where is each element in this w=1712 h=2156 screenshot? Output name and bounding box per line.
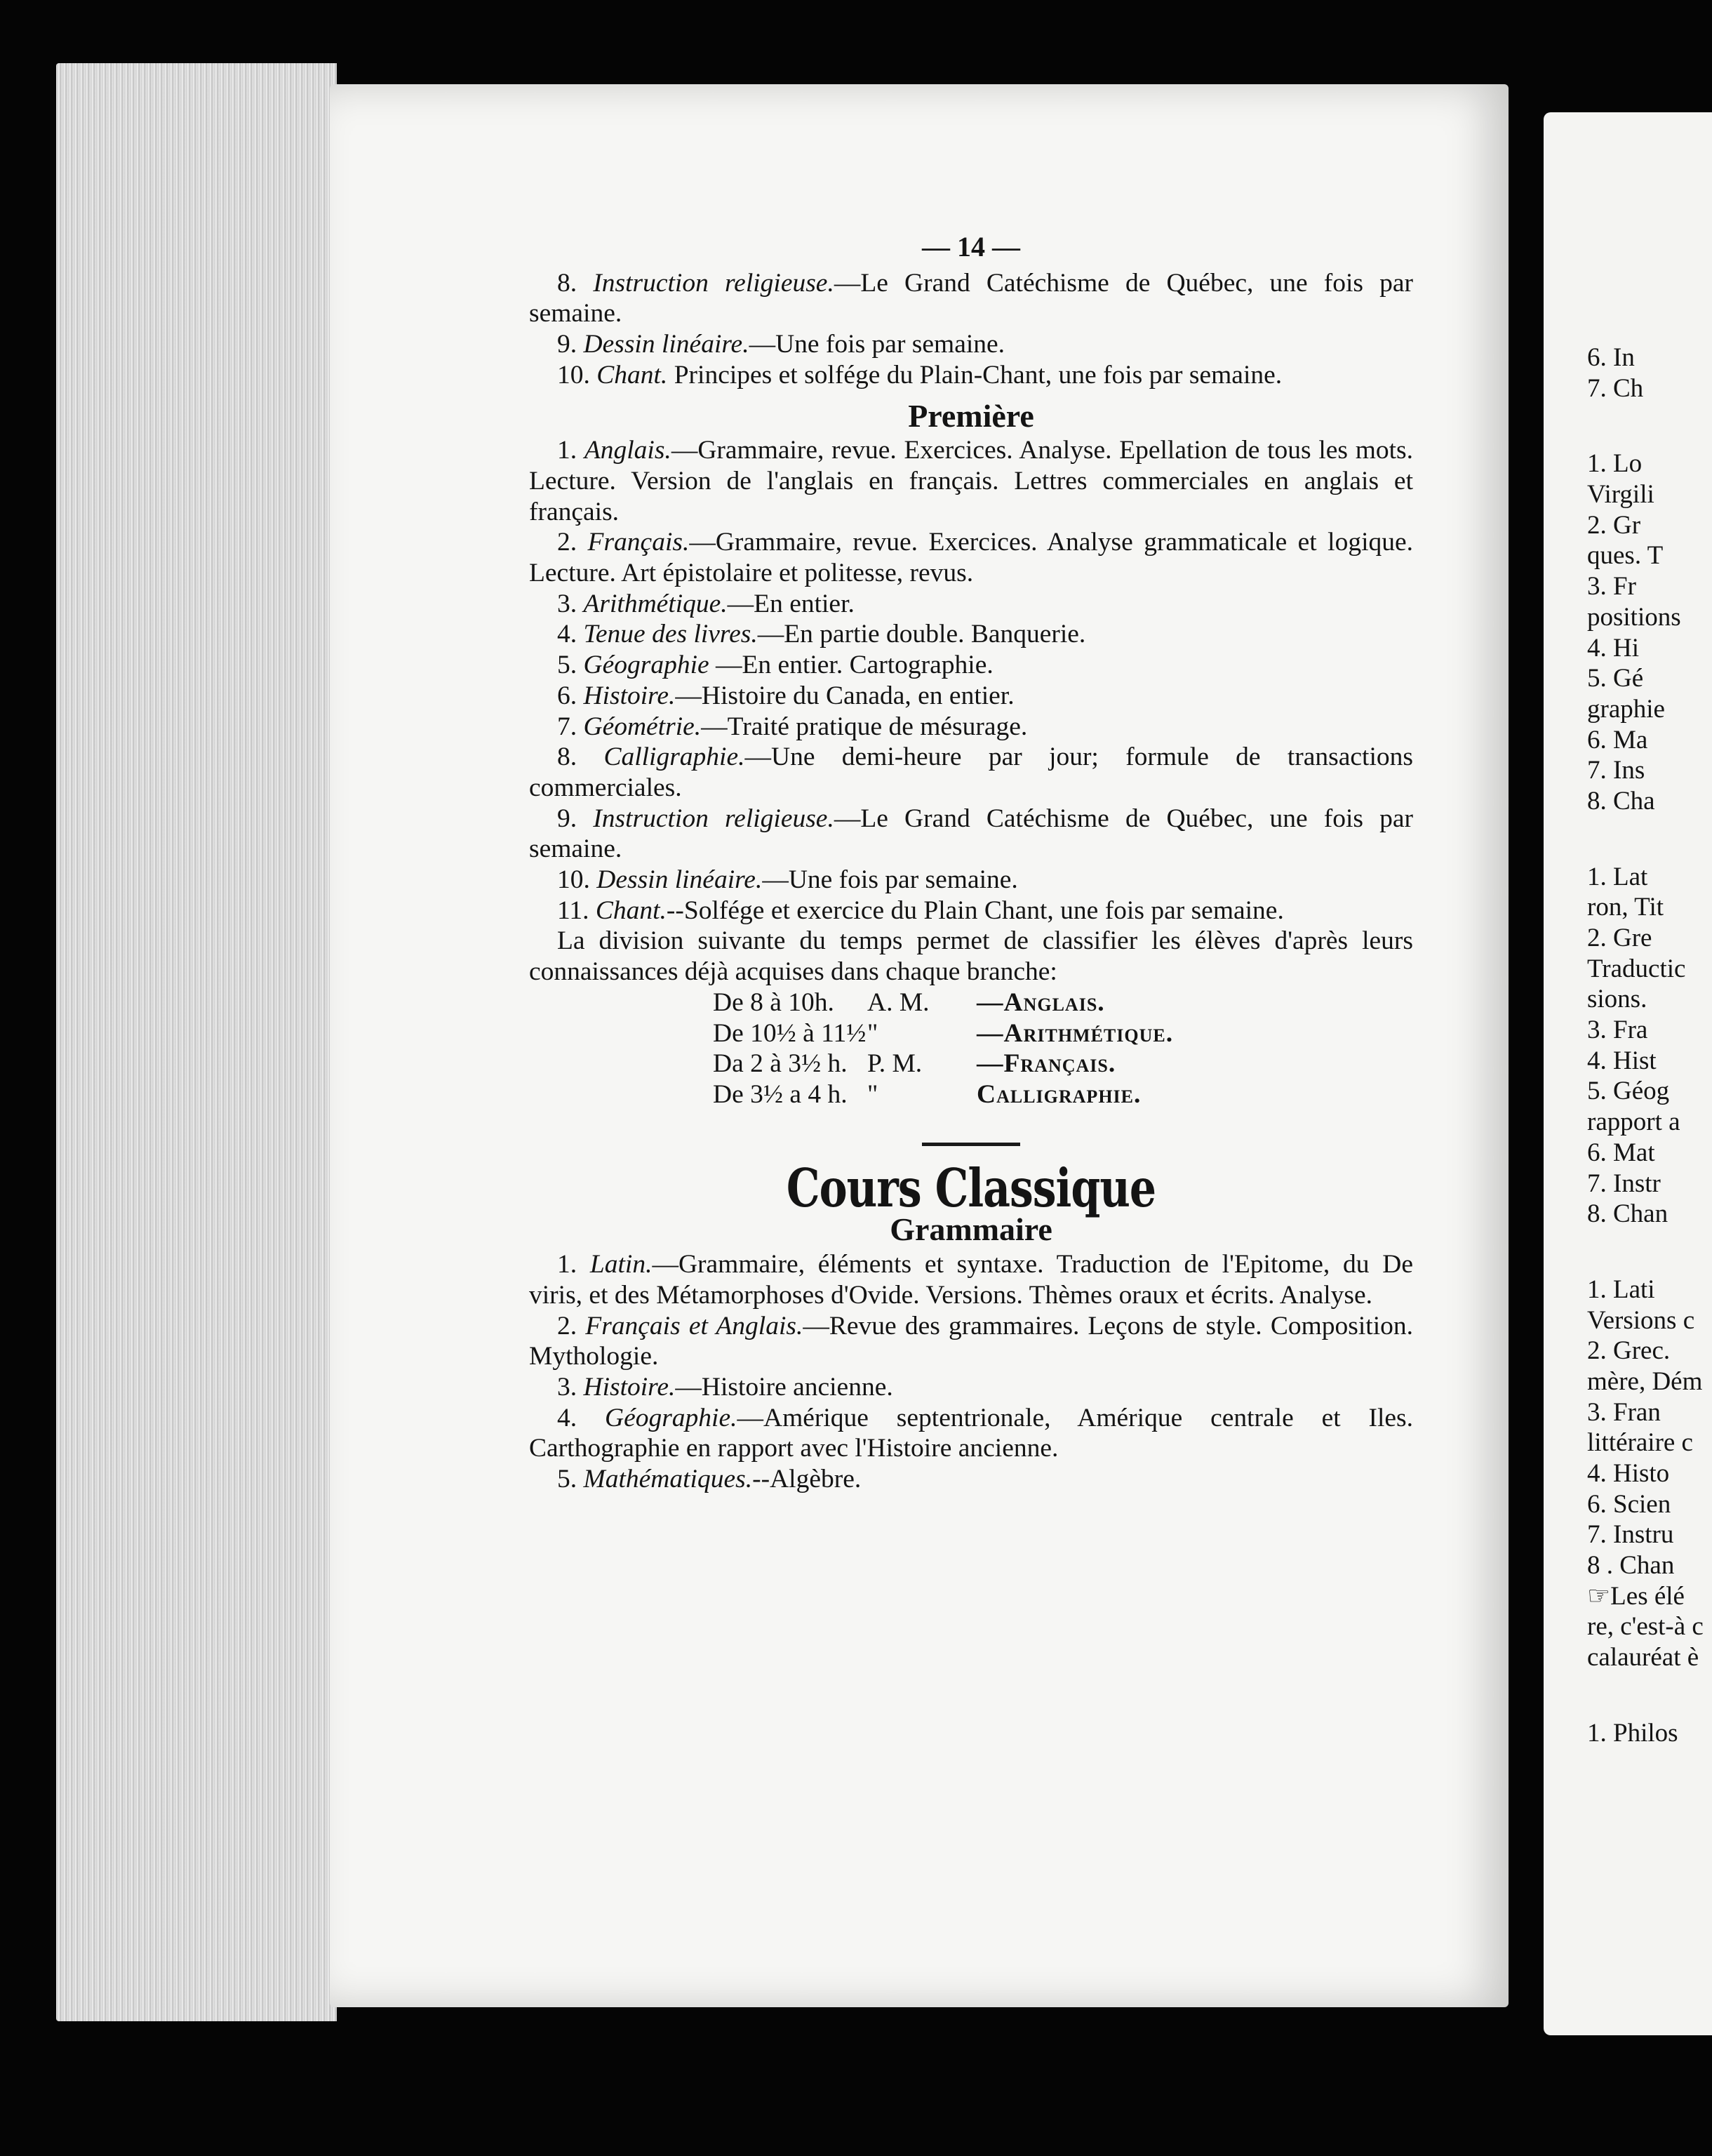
- right-page-line: 4. Histo: [1587, 1459, 1670, 1488]
- item-subject: Histoire.: [583, 1372, 676, 1402]
- item-text: —Une fois par semaine.: [762, 865, 1018, 895]
- section-heading-premiere: Première: [908, 397, 1034, 434]
- right-page-line: graphie: [1587, 694, 1665, 724]
- grammaire-items: [529, 1249, 1413, 1495]
- right-page-line: Versions c: [1587, 1305, 1695, 1335]
- right-page-line: 6. Ma: [1587, 725, 1648, 754]
- list-item: [529, 1249, 1413, 1310]
- item-text: —Une fois par semaine.: [749, 330, 1005, 359]
- right-page-line: ☞Les élé: [1587, 1581, 1685, 1611]
- item-number: 2.: [557, 528, 588, 557]
- item-text: —En entier. Cartographie.: [709, 651, 994, 680]
- item-text: --Solfége et exercice du Plain Chant, une fois par semaine.: [666, 896, 1284, 925]
- schedule-period: A. M.: [867, 987, 930, 1017]
- right-page-line: 8. Chan: [1587, 1199, 1668, 1229]
- right-page-line: 6. Mat: [1587, 1138, 1655, 1167]
- item-number: 4.: [557, 1403, 605, 1432]
- item-number: 6.: [557, 681, 584, 710]
- intro-items: [529, 268, 1413, 391]
- item-text: —Grammaire, éléments et syntaxe. Traduction de l'Epitome, du De viris, et des Métamorphoses d'Ovide. Versions. Thèmes oraux et écrits. Analyse.: [529, 1250, 1413, 1310]
- list-item: [529, 1403, 1413, 1464]
- item-subject: Chant.: [595, 896, 667, 925]
- list-item: [529, 681, 1413, 712]
- item-subject: Dessin linéaire.: [596, 865, 763, 895]
- schedule-time: De 3½ a 4 h.: [713, 1079, 848, 1109]
- item-subject: Calligraphie.: [603, 743, 745, 772]
- item-subject: Français.: [587, 528, 690, 557]
- right-page-line: [1587, 404, 1712, 448]
- right-page-line: 5. Géog: [1587, 1077, 1670, 1106]
- list-item: [529, 619, 1413, 650]
- item-text: —En entier.: [727, 589, 855, 618]
- right-page-line: 5. Gé: [1587, 664, 1644, 693]
- item-subject: Anglais.: [584, 436, 671, 465]
- right-page-line: calauréat è: [1587, 1643, 1699, 1672]
- right-page-line: mère, Dém: [1587, 1366, 1703, 1396]
- right-page-line: ron, Tit: [1587, 893, 1664, 922]
- right-page-line: 1. Philos: [1587, 1718, 1678, 1748]
- item-subject: Géographie.: [604, 1403, 737, 1432]
- item-text: —Le Grand Catéchisme de Québec, une fois par semaine.: [529, 268, 1414, 328]
- item-text: —En partie double. Banquerie.: [757, 620, 1086, 649]
- schedule-row: [713, 1018, 1413, 1049]
- section-divider: [922, 1143, 1020, 1146]
- item-subject: Histoire.: [583, 681, 676, 710]
- right-page-line: 7. Ch: [1587, 373, 1644, 403]
- item-text: --Algèbre.: [752, 1465, 862, 1494]
- list-item: [529, 1311, 1413, 1372]
- premiere-items: [529, 435, 1413, 926]
- right-page-line: littéraire c: [1587, 1428, 1693, 1458]
- book-page-edges: [56, 63, 337, 2021]
- item-number: 5.: [557, 651, 584, 680]
- item-text: —Revue des grammaires. Leçons de style. Composition. Mythologie.: [529, 1311, 1413, 1371]
- item-text: —Histoire du Canada, en entier.: [675, 681, 1015, 710]
- schedule-row: [713, 987, 1413, 1018]
- right-page-line: 3. Fr: [1587, 572, 1636, 601]
- right-page-line: 1. Lati: [1587, 1275, 1655, 1304]
- right-page-line: [1587, 1673, 1712, 1718]
- right-page-line: 2. Gre: [1587, 924, 1652, 952]
- right-page-line: 2. Grec.: [1587, 1336, 1671, 1366]
- item-text: —Une demi-heure par jour; formule de transactions commerciales.: [529, 743, 1413, 802]
- schedule-time: Da 2 à 3½ h.: [713, 1049, 848, 1079]
- item-subject: Français et Anglais.: [585, 1311, 803, 1340]
- right-page-line: 1. Lat: [1587, 862, 1648, 891]
- item-number: 10.: [557, 360, 597, 390]
- right-page-line: 6. Scien: [1587, 1489, 1671, 1519]
- item-subject: Géométrie.: [583, 712, 702, 741]
- schedule-row: [713, 1079, 1413, 1110]
- right-page-line: [1587, 817, 1712, 862]
- right-page-line: ques. T: [1587, 541, 1664, 571]
- right-page-line: 4. Hi: [1587, 633, 1639, 663]
- division-paragraph: La division suivante du temps permet de classifier les élèves d'après leurs connaissances déjà acquises dans chaque branche:: [529, 926, 1413, 987]
- item-number: 10.: [557, 865, 597, 895]
- right-page-line: 7. Instr: [1587, 1169, 1661, 1198]
- section-heading-grammaire: Grammaire: [890, 1211, 1052, 1248]
- item-number: 11.: [557, 896, 596, 925]
- item-text: —Traité pratique de mésurage.: [701, 712, 1028, 741]
- list-item: [529, 1464, 1413, 1495]
- list-item: [529, 712, 1413, 743]
- item-text: Principes et solfége du Plain-Chant, une fois par semaine.: [667, 360, 1283, 390]
- schedule-subject: —Anglais.: [977, 987, 1105, 1017]
- right-page-text-fragments: [1587, 342, 1712, 1749]
- item-number: 2.: [557, 1311, 586, 1340]
- list-item: [529, 865, 1413, 896]
- item-number: 1.: [557, 1250, 590, 1279]
- schedule-subject: Calligraphie.: [977, 1079, 1142, 1109]
- item-subject: Latin.: [589, 1250, 653, 1279]
- list-item: [529, 742, 1413, 803]
- item-number: 1.: [557, 436, 584, 465]
- right-page-line: sions.: [1587, 985, 1647, 1014]
- item-subject: Chant.: [596, 360, 668, 390]
- item-number: 4.: [557, 620, 584, 649]
- right-page-line: Traductic: [1587, 954, 1686, 983]
- item-subject: Tenue des livres.: [583, 620, 758, 649]
- right-page-line: [1587, 1230, 1712, 1275]
- list-item: [529, 1372, 1413, 1403]
- right-page-line: 1. Lo: [1587, 449, 1643, 479]
- main-text-column: [529, 232, 1413, 1495]
- item-number: 3.: [557, 1372, 584, 1402]
- list-item: [529, 650, 1413, 681]
- list-item: [529, 804, 1413, 865]
- item-number: 8.: [557, 743, 604, 772]
- item-text: —Grammaire, revue. Exercices. Analyse grammaticale et logique. Lecture. Art épistolaire et politesse, revus.: [529, 528, 1414, 588]
- list-item: [529, 589, 1413, 620]
- item-number: 3.: [557, 589, 584, 618]
- schedule-period: ": [867, 1018, 878, 1048]
- list-item: [529, 896, 1413, 926]
- right-page-line: 2. Gr: [1587, 510, 1641, 540]
- item-text: —Grammaire, revue. Exercices. Analyse. Epellation de tous les mots. Lecture. Version de l'anglais en français. Lettres commerciales en anglais et français.: [529, 436, 1414, 526]
- item-subject: Mathématiques.: [583, 1465, 753, 1494]
- schedule-subject: —Arithmétique.: [977, 1018, 1174, 1048]
- schedule-time: De 10½ à 11½: [713, 1018, 867, 1048]
- right-page-line: 7. Ins: [1587, 756, 1645, 785]
- item-text: —Le Grand Catéchisme de Québec, une fois par semaine.: [529, 804, 1414, 864]
- schedule-subject: —Français.: [977, 1049, 1116, 1079]
- item-number: 9.: [557, 804, 594, 833]
- right-page-line: 3. Fran: [1587, 1397, 1661, 1427]
- right-page-line: re, c'est-à c: [1587, 1612, 1704, 1642]
- cours-classique-title: Cours Classique: [786, 1157, 1156, 1220]
- right-page-line: 7. Instru: [1587, 1520, 1674, 1550]
- list-item: [529, 268, 1413, 329]
- right-page-line: Virgili: [1587, 480, 1654, 510]
- list-item: [529, 360, 1413, 391]
- item-text: —Amérique septentrionale, Amérique centrale et Iles. Carthographie en rapport avec l'Histoire ancienne.: [529, 1403, 1414, 1463]
- schedule-period: ": [867, 1079, 878, 1109]
- item-subject: Instruction religieuse.: [593, 268, 834, 298]
- item-number: 5.: [557, 1465, 584, 1494]
- schedule-period: P. M.: [867, 1049, 923, 1079]
- right-page-line: 3. Fra: [1587, 1016, 1648, 1045]
- right-page-line: 8. Cha: [1587, 786, 1655, 816]
- item-number: 9.: [557, 330, 584, 359]
- right-page-line: 8 . Chan: [1587, 1551, 1675, 1581]
- right-page-line: positions: [1587, 602, 1681, 632]
- right-page-line: 6. In: [1587, 343, 1635, 372]
- item-number: 8.: [557, 268, 594, 298]
- item-text: —Histoire ancienne.: [675, 1372, 893, 1402]
- item-subject: Géographie: [583, 651, 709, 680]
- page-number: — 14 —: [922, 231, 1020, 262]
- schedule-time: De 8 à 10h.: [713, 987, 834, 1017]
- list-item: [529, 329, 1413, 360]
- item-subject: Instruction religieuse.: [593, 804, 834, 833]
- list-item: [529, 527, 1413, 588]
- right-page-line: rapport a: [1587, 1107, 1680, 1137]
- item-subject: Arithmétique.: [583, 589, 728, 618]
- item-number: 7.: [557, 712, 584, 741]
- schedule-row: [713, 1049, 1413, 1079]
- schedule-table: [713, 987, 1413, 1110]
- item-subject: Dessin linéaire.: [583, 330, 749, 359]
- list-item: [529, 435, 1413, 527]
- right-page-line: 4. Hist: [1587, 1046, 1657, 1075]
